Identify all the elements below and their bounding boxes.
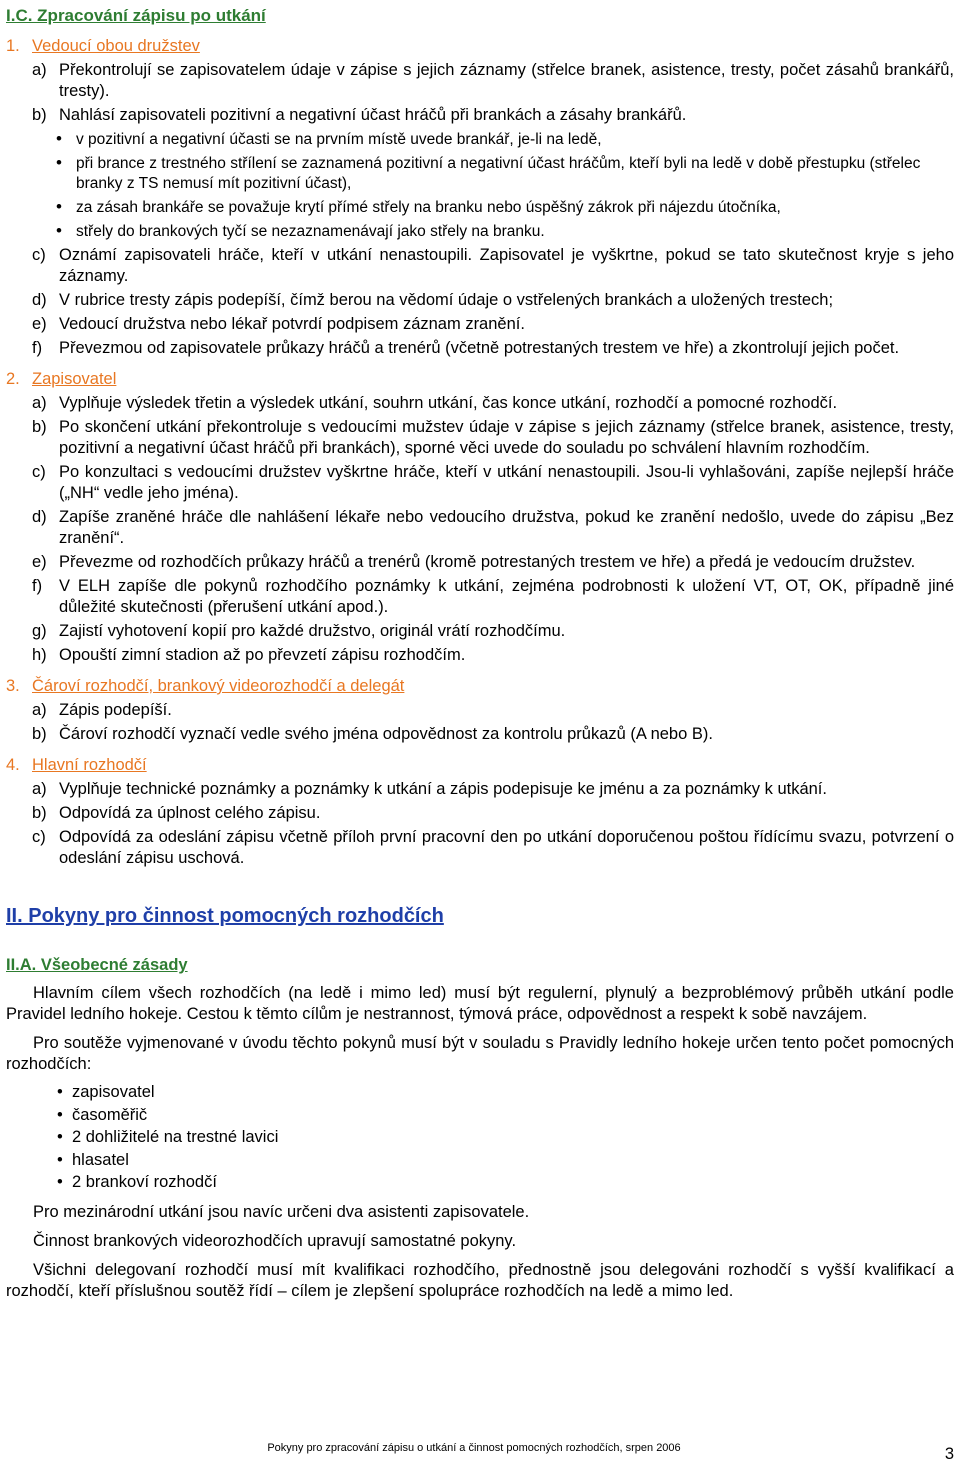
- section-title: I.C. Zpracování zápisu po utkání: [6, 6, 266, 25]
- bullet-list: [6, 130, 954, 242]
- section-title-1: Vedoucí obou družstev: [32, 37, 200, 55]
- bullet-item: • střely do brankových tyčí se nezaznamenávají jako střely na branku.: [76, 222, 954, 242]
- list-item: f) Převezmou od zapisovatele průkazy hráčů a trenérů (včetně potrestaných trestem ve hře) a zkontrolují jejich počet.: [32, 339, 900, 357]
- paragraph: Pro soutěže vyjmenované v úvodu těchto pokynů musí být v souladu s Pravidly ledního hokeje určen tento počet pomocných rozhodčích:: [6, 1034, 954, 1073]
- bullet-item: • 2 brankoví rozhodčí: [72, 1171, 954, 1194]
- section-number: 3.: [6, 677, 20, 695]
- bullet-item: • zapisovatel: [72, 1081, 954, 1104]
- section-heading-3: [6, 676, 954, 697]
- list-item: h) Opouští zimní stadion až po převzetí zápisu rozhodčím.: [32, 646, 466, 664]
- paragraph: Hlavním cílem všech rozhodčích (na ledě i mimo led) musí být regulerní, plynulý a bezproblémový průběh utkání podle Pravidel ledního hokeje. Cestou k těmto cílům je nestrannost, týmová práce, odpovědnost a respekt k sobě navzájem.: [6, 984, 954, 1023]
- bullet-item: • za zásah brankáře se považuje krytí přímé střely na branku nebo úspěšný zákrok při nájezdu útočníka,: [76, 198, 954, 218]
- list-item: a) Zápis podepíší.: [32, 701, 172, 719]
- list-item: a) Překontrolují se zapisovatelem údaje v zápise s jejich záznamy (střelce branek, asistence, tresty, počet zásahů brankářů, tresty).: [32, 61, 954, 100]
- list-item: e) Vedoucí družstva nebo lékař potvrdí podpisem záznam zranění.: [32, 315, 525, 333]
- bullet-list: [6, 1081, 954, 1194]
- list-item: e) Převezme od rozhodčích průkazy hráčů a trenérů (kromě potrestaných trestem ve hře) a předá je vedoucím družstev.: [32, 553, 916, 571]
- bullet-item: • při brance z trestného střílení se zaznamená pozitivní a negativní účast hráčům, kteří byli na ledě v době přestupku (střelec branky z TS nemusí mít pozitivní účast),: [76, 154, 954, 194]
- section-heading-2: [6, 369, 954, 390]
- list-item: g) Zajistí vyhotovení kopií pro každé družstvo, originál vrátí rozhodčímu.: [32, 622, 566, 640]
- section-title-2: Zapisovatel: [32, 370, 117, 388]
- section-number: 1.: [6, 37, 20, 55]
- page-number: 3: [944, 1445, 954, 1463]
- page-footer: Pokyny pro zpracování zápisu o utkání a činnost pomocných rozhodčích, srpen 2006: [267, 1442, 681, 1454]
- subchapter-heading: II.A. Všeobecné zásady: [6, 956, 188, 974]
- list-item: b) Nahlásí zapisovateli pozitivní a negativní účast hráčů při brankách a zásahy brankářů.: [32, 106, 687, 124]
- list-item: b) Čároví rozhodčí vyznačí vedle svého jména odpovědnost za kontrolu průkazů (A nebo B).: [32, 725, 713, 743]
- list-item: b) Odpovídá za úplnost celého zápisu.: [32, 804, 321, 822]
- section-heading-4: [6, 755, 954, 776]
- bullet-item: • hlasatel: [72, 1149, 954, 1172]
- section-number: 4.: [6, 756, 20, 774]
- paragraph: Pro mezinárodní utkání jsou navíc určeni dva asistenti zapisovatele.: [33, 1202, 530, 1221]
- bullet-item: • v pozitivní a negativní účasti se na prvním místě uvede brankář, je-li na ledě,: [76, 130, 954, 150]
- list-item: f) V ELH zapíše dle pokynů rozhodčího poznámky k utkání, zejména podrobnosti k uložení VT, OT, OK, případně jiné důležité skutečnosti (přerušení utkání apod.).: [32, 577, 954, 616]
- list-item: c) Po konzultaci s vedoucími družstev vyškrtne hráče, kteří v utkání nenastoupili. Jsou-li vyhlašováni, zapíše nejlepší hráče („NH“ vedle jeho jména).: [32, 463, 954, 502]
- paragraph: Všichni delegovaní rozhodčí musí mít kvalifikaci rozhodčího, přednostně jsou delegováni rozhodčí s vyšší kvalifikací a rozhodčí, kteří příslušnou soutěž řídí – cílem je zlepšení spolupráce rozhodčích na ledě a mimo led.: [6, 1260, 954, 1300]
- list-item: c) Odpovídá za odeslání zápisu včetně příloh první pracovní den po utkání doporučenou poštou řídícímu svazu, potvrzení o odeslání zápisu uschová.: [32, 828, 954, 867]
- chapter-heading: II. Pokyny pro činnost pomocných rozhodčích: [6, 905, 444, 927]
- bullet-item: • časoměřič: [72, 1104, 954, 1127]
- document-page: [6, 6, 954, 1302]
- section-number: 2.: [6, 370, 20, 388]
- list-item: a) Vyplňuje výsledek třetin a výsledek utkání, souhrn utkání, čas konce utkání, rozhodčí a pomocné rozhodčí.: [32, 394, 838, 412]
- paragraph: Činnost brankových videorozhodčích upravují samostatné pokyny.: [33, 1231, 517, 1250]
- list-item: b) Po skončení utkání překontroluje s vedoucími mužstev údaje v zápise s jejich záznamy (střelce branek, asistence, tresty, pozitivní a negativní účast hráčů při brankách), sporné věci uvede do souladu po schválení hlavním rozhodčím.: [32, 418, 954, 457]
- bullet-item: • 2 dohližitelé na trestné lavici: [72, 1126, 954, 1149]
- section-heading-1: [6, 36, 954, 57]
- section-title-4: Hlavní rozhodčí: [32, 756, 147, 774]
- section-title-3: Čároví rozhodčí, brankový videorozhodčí a delegát: [32, 677, 405, 695]
- list-item: a) Vyplňuje technické poznámky a poznámky k utkání a zápis podepisuje ke jménu a za poznámky k utkání.: [32, 780, 827, 798]
- list-item: d) Zapíše zraněné hráče dle nahlášení lékaře nebo vedoucího družstva, pokud ke zranění nedošlo, uvede do zápisu „Bez zranění“.: [32, 508, 954, 547]
- list-item: c) Oznámí zapisovateli hráče, kteří v utkání nenastoupili. Zapisovatel je vyškrtne, pokud se tato skutečnost kryje s jeho záznamy.: [32, 246, 954, 285]
- list-item: d) V rubrice tresty zápis podepíší, čímž berou na vědomí údaje o vstřelených brankách a uložených trestech;: [32, 291, 834, 309]
